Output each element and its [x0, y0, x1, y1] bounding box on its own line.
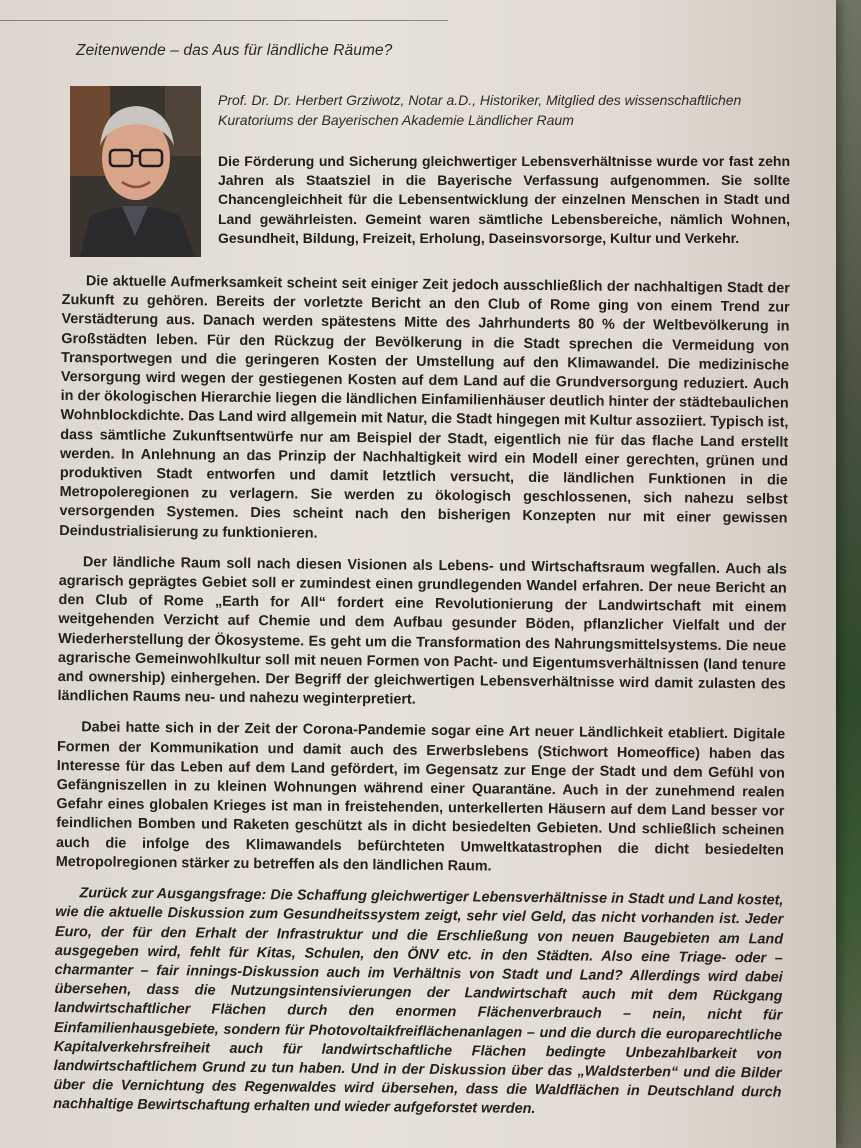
article-body [53, 272, 790, 1134]
paragraph: Die aktuelle Aufmerksamkeit scheint seit einiger Zeit jedoch ausschließlich der nachhaltigen Stadt der Zukunft zu gehören. Bereits der vorletzte Bericht an den Club of Rome ging von einem Trend zur Verstädterung aus. Danach werden spätestens Mitte des Jahrhunderts 80 % der Weltbevölkerung in Großstädten leben. Für den Rückzug der Bevölkerung in die Stadt sprechen die Vermeidung von Transportwegen und die geringeren Kosten der Umstellung auf den Klimawandel. Die medizinische Versorgung wird wegen der gestiegenen Kosten auf dem Land auf die Grundversorgung reduziert. Auch in der ökologischen Hierarchie liegen die ländlichen Einfamilienhäuser deutlich hinter der städtebaulichen Wohnblockdichte. Das Land wird allgemein mit Natur, die Stadt hingegen mit Kultur assoziiert. Typisch ist, dass sämtliche Zukunftsentwürfe nur am Beispiel der Stadt, eigentlich nie für das flache Land erstellt werden. In Anlehnung an das Prinzip der Nachhaltigkeit wird ein Modell einer gerechten, grünen und produktiven Stadt entworfen und damit letztlich versucht, die ländlichen Funktionen in die Metropoleregionen zu verlagern. Sie werden zu ökologisch geschlossenen, sich nahezu selbst versorgenden Systemen. Dies scheint nach den bisherigen Konzepten nur mit einer gewissen Deindustrialisierung zu funktionieren. [59, 273, 790, 542]
paragraph: Der ländliche Raum soll nach diesen Visionen als Lebens- und Wirtschaftsraum wegfallen. Auch als agrarisch geprägtes Gebiet soll er zumindest einen grundlegenden Wandel erfahren. Der neue Bericht an den Club of Rome „Earth for All“ fordert eine Revolutionierung der Landwirtschaft mit einem weitgehenden Verzicht auf Chemie und dem Aufbau gesunder Böden, pflanzlicher Vielfalt und der Wiederherstellung der Ökosysteme. Es geht um die Transformation des Nahrungsmittelsystems. Die neue agrarische Gemeinwohlkultur soll mit neuen Formen von Pacht- und Eigentumsverhältnissen (land tenure and ownership) einhergehen. Der Begriff der gleichwertigen Lebensverhältnisse wird damit zulasten des ländlichen Raums neu- und nahezu weginterpretiert. [57, 554, 788, 708]
author-byline: Prof. Dr. Dr. Herbert Grziwotz, Notar a.D., Historiker, Mitglied des wissenschaftlichen Kuratoriums der Bayerischen Akademie Ländlicher Raum [218, 92, 742, 128]
author-portrait-icon [70, 86, 201, 257]
top-rule-divider [0, 20, 448, 21]
paragraph: Dabei hatte sich in der Zeit der Corona-Pandemie sogar eine Art neuer Ländlichkeit etabliert. Digitale Formen der Kommunikation und damit auch des Erwerbslebens (Stichwort Homeoffice) haben das Interesse für das Leben auf dem Land gefördert, im Gegensatz zur Enge der Stadt und dem Gefühl von Gefängniszellen in zu kleinen Wohnungen während einer Quarantäne. Auch in der zunehmend realen Gefahr eines globalen Krieges ist man in freistehenden, unterkellerten Häusern auf dem Land besser vor feindlichen Bomben und Raketen geschützt als in dicht besiedelten Gebieten. Und schließlich scheinen auch die infolge des Klimawandels befürchteten Umweltkatastrophen die dicht besiedelten Metropolregionen stärker zu betreffen als den ländlichen Raum. [55, 719, 786, 875]
article-lead: Die Förderung und Sicherung gleichwertiger Lebensverhältnisse wurde vor fast zehn Jahren als Staatsziel in die Bayerische Verfassung aufgenommen. Sie sollte Chancengleichheit für die Lebensentwicklung der einzelnen Menschen in Stadt und Land gewährleisten. Gemeint waren sämtliche Lebensbereiche, nämlich Wohnen, Gesundheit, Bildung, Freizeit, Erholung, Daseinsvorsorge, Kultur und Verkehr. [218, 153, 790, 246]
paragraph: Zurück zur Ausgangsfrage: Die Schaffung gleichwertiger Lebensverhältnisse in Stadt und Land kostet, wie die aktuelle Diskussion zum Gesundheitssystem zeigt, sehr viel Geld, das nicht vorhanden ist. Jeder Euro, der für den Erhalt der Infrastruktur und die Erschließung von neuen Baugebieten am Land ausgegeben wird, fehlt für Kitas, Schulen, den ÖNV etc. in den Städten. Also eine Triage- oder – charmanter – fair innings-Diskussion auch im Verhältnis von Stadt und Land? Allerdings wird dabei übersehen, dass die Nutzungsintensivierungen der Landwirtschaft auch mit dem Rückgang landwirtschaftlicher Flächen durch den enormen Flächenverbrauch – nein, nicht für Einfamilienhausgebiete, sondern für Photovoltaikfreiflächenanlagen – und die durch die europarechtliche Kapitalverkehrsfreiheit auch für landwirtschaftliche Flächen bedingte Unbezahlbarkeit von landwirtschaftlichem Grund zu tun haben. Und in der Diskussion über das „Waldsterben“ und die Bilder über die Vernichtung des Regenwaldes wird übersehen, dass die Waldflächen in Deutschland durch nachhaltige Bewirtschaftung erhalten und wieder aufgeforstet werden. [53, 885, 784, 1118]
author-portrait [70, 86, 201, 257]
article-headline: Zeitenwende – das Aus für ländliche Räume? [76, 42, 393, 59]
